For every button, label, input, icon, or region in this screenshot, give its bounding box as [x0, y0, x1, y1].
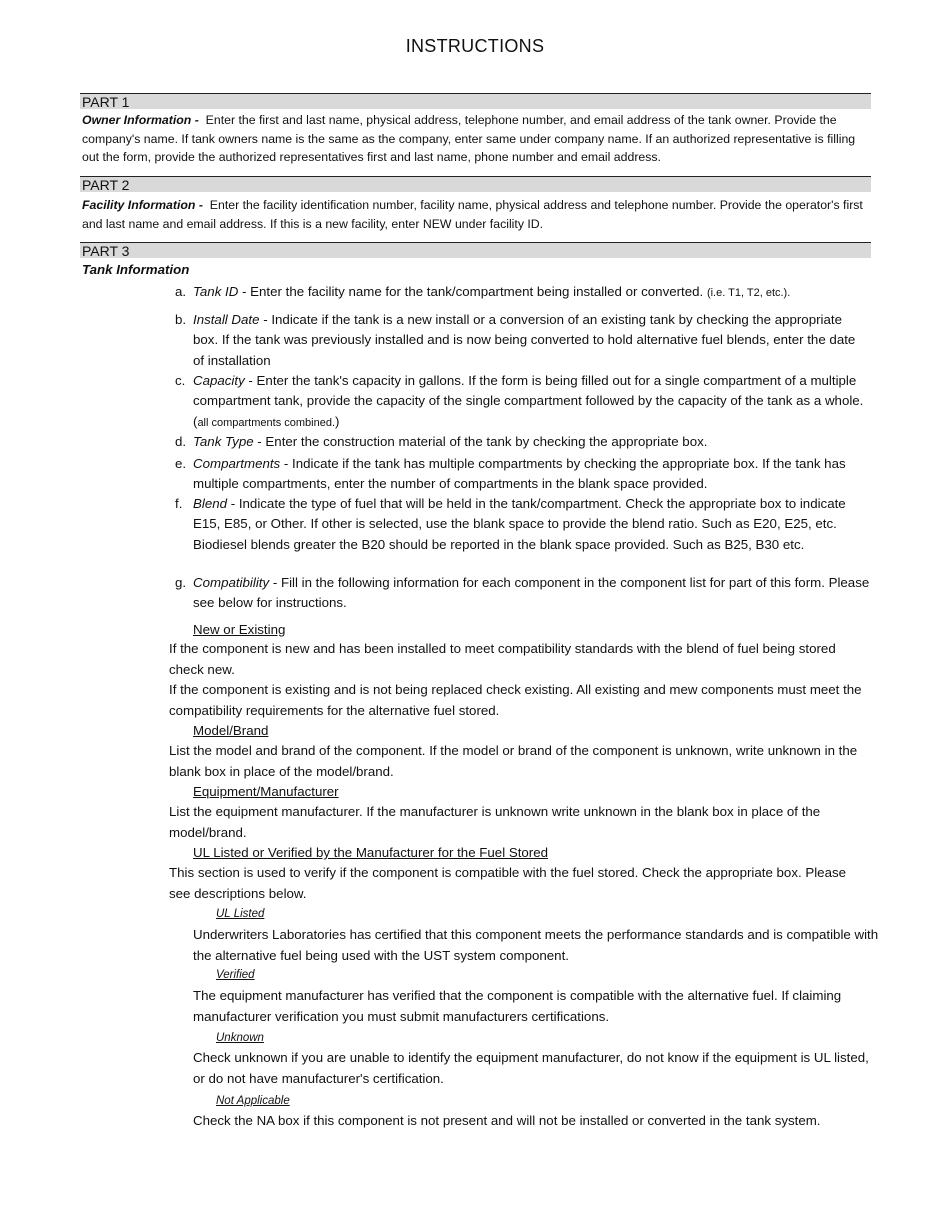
list-text: - Indicate if the tank is a new install or a conversion of an existing tank by checking the appropriate box. If the tank was previously installed and is now being converted to hold alternative fuel blends, enter the date of installation [193, 312, 856, 368]
unknown-header: Unknown [216, 1032, 264, 1044]
list-letter: d. [175, 434, 187, 449]
list-term: Blend [193, 496, 228, 511]
new-text: If the component is new and has been installed to meet compatibility standards with the blend of fuel being stored check new. [169, 641, 836, 677]
list-letter: e. [175, 456, 187, 471]
list-item-a [170, 282, 870, 303]
list-tail: ) [335, 413, 340, 429]
list-item-g [170, 573, 870, 614]
list-term: Tank Type [193, 434, 254, 449]
part3-bar: PART 3 [80, 242, 871, 258]
part1-text: Enter the first and last name, physical address, telephone number, and email address of the tank owner. Provide the company's name. If tank owners name is the same as the company, enter same under company name. If an authorized representative is filling out the form, provide the authorized representatives first and last name, phone number and email address. [82, 113, 856, 165]
model-brand-text: List the model and brand of the component. If the model or brand of the component is unknown, write unknown in the blank box in place of the model/brand. [169, 743, 858, 779]
ul-listed-header: UL Listed [216, 908, 265, 920]
list-item-e [170, 454, 870, 495]
part2-heading: Facility Information - [82, 198, 203, 212]
list-note: (i.e. T1, T2, etc.). [706, 287, 791, 299]
na-text: Check the NA box if this component is not present and will not be installed or converted in the tank system. [193, 1113, 821, 1128]
list-note: all compartments combined. [197, 416, 335, 429]
part1-heading: Owner Information - [82, 113, 199, 127]
list-term: Tank ID [193, 284, 239, 299]
list-term: Compartments [193, 456, 281, 471]
list-text: - Fill in the following information for each component in the component list for part of this form. Please see below for instructions. [193, 575, 870, 611]
list-letter: c. [175, 373, 186, 388]
ul-text: This section is used to verify if the component is compatible with the fuel stored. Check the appropriate box. Please see descriptions below. [169, 865, 847, 901]
list-term: Install Date [193, 312, 260, 327]
part1-bar: PART 1 [80, 93, 871, 109]
part1-paragraph [82, 111, 872, 167]
list-item-b [170, 310, 870, 371]
list-text: - Enter the facility name for the tank/compartment being installed or converted. [238, 284, 707, 299]
list-letter: a. [175, 284, 187, 299]
list-text: - Enter the construction material of the tank by checking the appropriate box. [253, 434, 708, 449]
list-text: - Enter the tank's capacity in gallons. If the form is being filled out for a single compartment of a multiple compartment tank, provide the capacity of the single compartment followed by the capacity of the tank as a whole. ( [193, 373, 864, 429]
model-brand-header: Model/Brand [193, 723, 269, 738]
equipment-text: List the equipment manufacturer. If the manufacturer is unknown write unknown in the blank box in place of the model/brand. [169, 804, 821, 840]
list-term: Capacity [193, 373, 245, 388]
ul-header: UL Listed or Verified by the Manufacturer for the Fuel Stored [193, 845, 549, 860]
equipment-header: Equipment/Manufacturer [193, 784, 339, 799]
list-item-d [170, 432, 870, 452]
ul-listed-text: Underwriters Laboratories has certified that this component meets the performance standards and is compatible with the alternative fuel being used with the UST system component. [193, 927, 879, 963]
part2-text: Enter the facility identification number, facility name, physical address and telephone number. Provide the operator's first and last name and email address. If this is a new facility, enter NEW under facility ID. [82, 198, 863, 231]
part2-paragraph [82, 196, 872, 233]
verified-text: The equipment manufacturer has verified that the component is compatible with the alternative fuel. If claiming manufacturer verification you must submit manufacturers certifications. [193, 988, 842, 1024]
unknown-text: Check unknown if you are unable to identify the equipment manufacturer, do not know if the equipment is UL listed, or do not have manufacturer's certification. [193, 1050, 869, 1086]
list-letter: b. [175, 312, 187, 327]
list-letter: g. [175, 575, 187, 590]
list-letter: f. [175, 496, 183, 511]
verified-header: Verified [216, 969, 255, 981]
existing-text: If the component is existing and is not being replaced check existing. All existing and mew components must meet the compatibility requirements for the alternative fuel stored. [169, 682, 862, 718]
list-text: - Indicate the type of fuel that will be held in the tank/compartment. Check the appropriate box to indicate E15, E85, or Other. If other is selected, use the blank space to provide the blend ratio. Such as E20, E25, etc. Biodiesel blends greater the B20 should be reported in the blank space provided. Such as B25, B30 etc. [193, 496, 846, 552]
list-term: Compatibility [193, 575, 270, 590]
list-item-f [170, 494, 870, 555]
part2-bar: PART 2 [80, 176, 871, 192]
na-header: Not Applicable [216, 1095, 290, 1107]
list-item-c [170, 371, 870, 433]
new-existing-header: New or Existing [193, 622, 286, 637]
list-text: - Indicate if the tank has multiple compartments by checking the appropriate box. If the tank has multiple compartments, enter the number of compartments in the blank space provided. [193, 456, 846, 492]
part3-heading: Tank Information [82, 262, 190, 277]
page-title: INSTRUCTIONS [405, 36, 545, 56]
